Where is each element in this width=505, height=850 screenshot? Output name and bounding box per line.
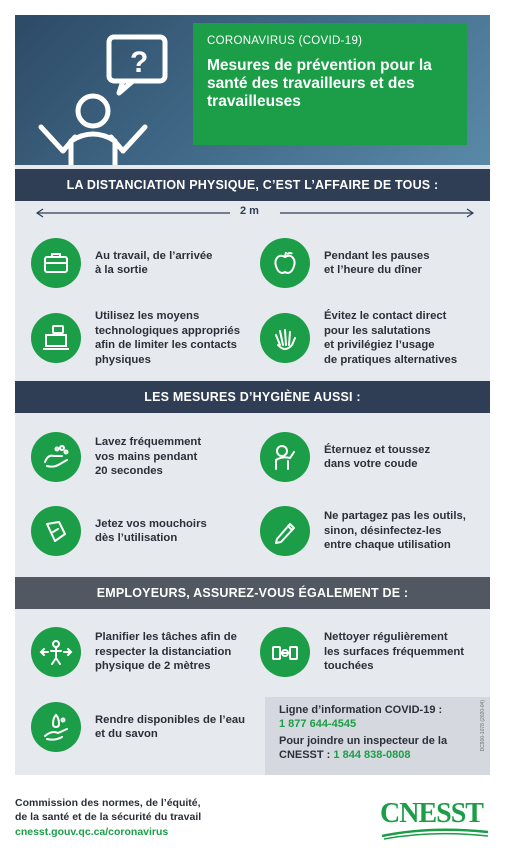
list-item bbox=[260, 238, 474, 288]
distance-label: 2 m bbox=[240, 205, 259, 217]
inspector-prefix: CNESST : bbox=[279, 749, 334, 761]
list-item bbox=[31, 238, 245, 288]
list-item bbox=[31, 432, 245, 482]
cleaning-surface-icon bbox=[260, 627, 310, 677]
list-item bbox=[260, 309, 494, 367]
info-box bbox=[265, 697, 490, 775]
list-item bbox=[31, 627, 255, 677]
tool-pen-icon bbox=[260, 506, 310, 556]
item-text: Lavez fréquemment vos mains pendant 20 secondes bbox=[95, 436, 202, 478]
item-text: Pendant les pauses et l’heure du dîner bbox=[324, 249, 430, 276]
svg-text:?: ? bbox=[130, 46, 149, 79]
soap-water-icon bbox=[31, 702, 81, 752]
info-inspector bbox=[279, 734, 476, 762]
item-text: Nettoyer régulièrement les surfaces fréquemment touchées bbox=[324, 631, 465, 673]
hand-washing-icon bbox=[31, 432, 81, 482]
item-text: Au travail, de l’arrivée à la sortie bbox=[95, 249, 213, 276]
item-text: Éternuez et toussez dans votre coude bbox=[324, 443, 431, 470]
question-person-icon bbox=[35, 29, 185, 165]
laptop-chat-icon bbox=[31, 313, 81, 363]
distance-indicator bbox=[35, 204, 475, 222]
section-bar-employers: EMPLOYEURS, ASSUREZ-VOUS ÉGALEMENT DE : bbox=[15, 577, 490, 609]
cnesst-logo bbox=[380, 798, 490, 838]
item-text: Rendre disponibles de l’eau et du savon bbox=[95, 713, 246, 740]
page-title: Mesures de prévention pour la santé des travailleurs et des travailleuses bbox=[207, 57, 432, 110]
hero-banner bbox=[15, 15, 490, 165]
item-text: Utilisez les moyens technologiques appropriés afin de limiter les contacts physiques bbox=[95, 310, 240, 366]
logo-swoosh-icon bbox=[380, 826, 490, 840]
title-kicker: CORONAVIRUS (COVID-19) bbox=[207, 35, 363, 47]
inspector-text: Pour joindre un inspecteur de la bbox=[279, 735, 448, 747]
item-text: Planifier les tâches afin de respecter la distanciation physique de 2 mètres bbox=[95, 631, 237, 673]
poster bbox=[15, 15, 490, 775]
apple-icon bbox=[260, 238, 310, 288]
list-item bbox=[260, 627, 484, 677]
briefcase-icon bbox=[31, 238, 81, 288]
item-text: Évitez le contact direct pour les salutations et privilégiez l’usage de pratiques alternatives bbox=[324, 310, 458, 366]
list-item bbox=[31, 702, 255, 752]
item-text: Jetez vos mouchoirs dès l’utilisation bbox=[95, 517, 207, 544]
sneeze-elbow-icon bbox=[260, 432, 310, 482]
logo-text: CNESST bbox=[380, 798, 483, 829]
footer-url-link[interactable]: cnesst.gouv.qc.ca/coronavirus bbox=[15, 826, 169, 838]
list-item bbox=[260, 506, 494, 556]
section-bar-hygiene: LES MESURES D’HYGIÈNE AUSSI : bbox=[15, 381, 490, 413]
list-item bbox=[260, 432, 474, 482]
tissue-icon bbox=[31, 506, 81, 556]
item-text: Ne partagez pas les outils, sinon, désinfectez-les entre chaque utilisation bbox=[324, 510, 466, 552]
info-phone-link[interactable]: 1 877 644-4545 bbox=[279, 718, 357, 730]
section-bar-distancing: LA DISTANCIATION PHYSIQUE, C’EST L’AFFAIRE DE TOUS : bbox=[15, 169, 490, 201]
list-item bbox=[31, 309, 255, 367]
info-title: Ligne d’information COVID-19 : bbox=[279, 704, 443, 716]
title-box bbox=[193, 23, 467, 145]
footer-organization: Commission des normes, de l’équité, de la santé et de la sécurité du travail bbox=[15, 797, 202, 823]
document-code: DC900-1078 (2020-04) bbox=[480, 700, 486, 752]
person-distance-icon bbox=[31, 627, 81, 677]
waving-hand-icon bbox=[260, 313, 310, 363]
inspector-phone-link[interactable]: 1 844 838-0808 bbox=[333, 749, 411, 761]
list-item bbox=[31, 506, 245, 556]
